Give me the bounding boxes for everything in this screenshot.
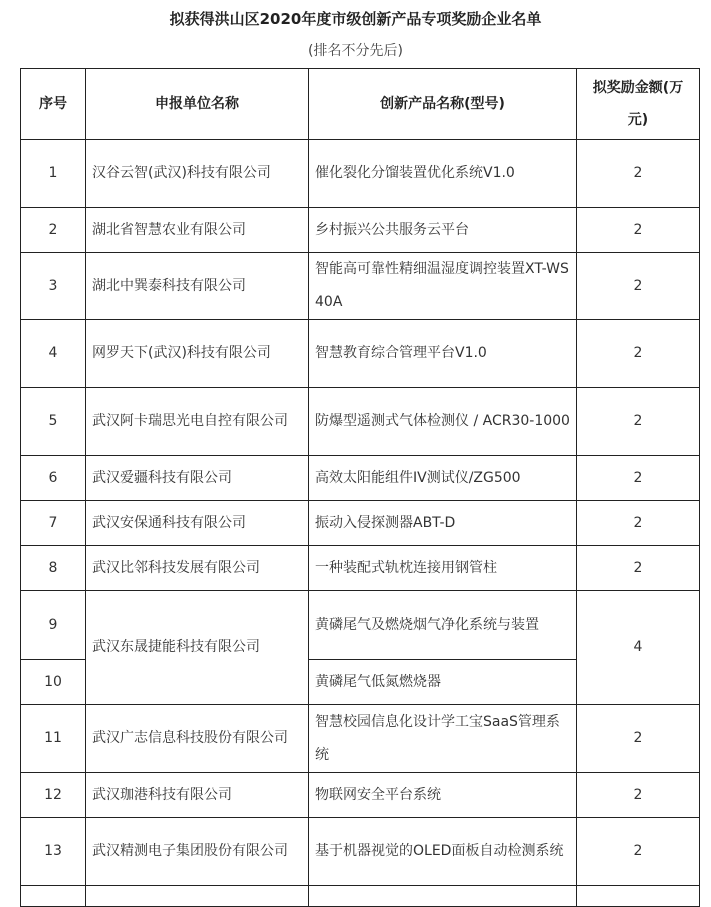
header-product: 创新产品名称(型号) bbox=[309, 69, 577, 140]
row-number: 10 bbox=[21, 660, 86, 705]
header-number: 序号 bbox=[21, 69, 86, 140]
row-unit: 湖北省智慧农业有限公司 bbox=[86, 208, 309, 253]
header-amount: 拟奖励金额(万元) bbox=[577, 69, 700, 140]
row-number: 13 bbox=[21, 818, 86, 886]
row-product: 智能高可靠性精细温湿度调控装置XT-WS40A bbox=[309, 253, 577, 320]
row-amount: 2 bbox=[577, 705, 700, 773]
row-number: 4 bbox=[21, 320, 86, 388]
row-amount: 4 bbox=[577, 591, 700, 705]
row-number: 1 bbox=[21, 140, 86, 208]
row-amount: 2 bbox=[577, 501, 700, 546]
row-product bbox=[309, 886, 577, 907]
row-unit bbox=[86, 886, 309, 907]
row-product: 催化裂化分馏装置优化系统V1.0 bbox=[309, 140, 577, 208]
row-product: 乡村振兴公共服务云平台 bbox=[309, 208, 577, 253]
row-amount: 2 bbox=[577, 773, 700, 818]
row-amount: 2 bbox=[577, 208, 700, 253]
table-row bbox=[21, 546, 700, 591]
table-row bbox=[21, 388, 700, 456]
award-table bbox=[20, 68, 700, 907]
row-unit: 武汉阿卡瑞思光电自控有限公司 bbox=[86, 388, 309, 456]
row-product: 黄磷尾气及燃烧烟气净化系统与装置 bbox=[309, 591, 577, 660]
row-amount: 2 bbox=[577, 388, 700, 456]
table-header-row bbox=[21, 69, 700, 140]
row-unit: 武汉爱疆科技有限公司 bbox=[86, 456, 309, 501]
row-number: 2 bbox=[21, 208, 86, 253]
row-product: 基于机器视觉的OLED面板自动检测系统 bbox=[309, 818, 577, 886]
document-subtitle: (排名不分先后) bbox=[308, 43, 403, 59]
row-amount: 2 bbox=[577, 320, 700, 388]
row-number: 11 bbox=[21, 705, 86, 773]
table-row bbox=[21, 591, 700, 660]
table-row bbox=[21, 501, 700, 546]
row-number: 8 bbox=[21, 546, 86, 591]
row-unit: 武汉精测电子集团股份有限公司 bbox=[86, 818, 309, 886]
row-product: 智慧教育综合管理平台V1.0 bbox=[309, 320, 577, 388]
row-unit: 武汉东晟捷能科技有限公司 bbox=[86, 591, 309, 705]
table-row bbox=[21, 705, 700, 773]
table-row bbox=[21, 140, 700, 208]
row-amount: 2 bbox=[577, 253, 700, 320]
row-unit: 武汉广志信息科技股份有限公司 bbox=[86, 705, 309, 773]
row-product: 智慧校园信息化设计学工宝SaaS管理系统 bbox=[309, 705, 577, 773]
row-amount: 2 bbox=[577, 546, 700, 591]
table-row bbox=[21, 456, 700, 501]
row-number: 5 bbox=[21, 388, 86, 456]
row-product: 物联网安全平台系统 bbox=[309, 773, 577, 818]
header-unit: 申报单位名称 bbox=[86, 69, 309, 140]
row-number: 7 bbox=[21, 501, 86, 546]
row-amount bbox=[577, 886, 700, 907]
document-title: 拟获得洪山区2020年度市级创新产品专项奖励企业名单 bbox=[169, 10, 542, 28]
row-amount: 2 bbox=[577, 456, 700, 501]
row-unit: 武汉安保通科技有限公司 bbox=[86, 501, 309, 546]
row-product: 振动入侵探测器ABT-D bbox=[309, 501, 577, 546]
row-product: 黄磷尾气低氮燃烧器 bbox=[309, 660, 577, 705]
table-row-partial bbox=[21, 886, 700, 907]
row-unit: 湖北中巽泰科技有限公司 bbox=[86, 253, 309, 320]
row-unit: 汉谷云智(武汉)科技有限公司 bbox=[86, 140, 309, 208]
row-unit: 武汉比邻科技发展有限公司 bbox=[86, 546, 309, 591]
table-row bbox=[21, 208, 700, 253]
row-unit: 武汉珈港科技有限公司 bbox=[86, 773, 309, 818]
row-number: 12 bbox=[21, 773, 86, 818]
row-number: 3 bbox=[21, 253, 86, 320]
row-amount: 2 bbox=[577, 818, 700, 886]
table-row bbox=[21, 818, 700, 886]
table-row bbox=[21, 773, 700, 818]
row-number: 9 bbox=[21, 591, 86, 660]
table-row bbox=[21, 320, 700, 388]
table-row bbox=[21, 253, 700, 320]
row-unit: 网罗天下(武汉)科技有限公司 bbox=[86, 320, 309, 388]
row-number: 6 bbox=[21, 456, 86, 501]
row-product: 高效太阳能组件IV测试仪/ZG500 bbox=[309, 456, 577, 501]
row-product: 一种装配式轨枕连接用钢管柱 bbox=[309, 546, 577, 591]
row-amount: 2 bbox=[577, 140, 700, 208]
row-number bbox=[21, 886, 86, 907]
row-product: 防爆型遥测式气体检测仪 / ACR30-1000 bbox=[309, 388, 577, 456]
